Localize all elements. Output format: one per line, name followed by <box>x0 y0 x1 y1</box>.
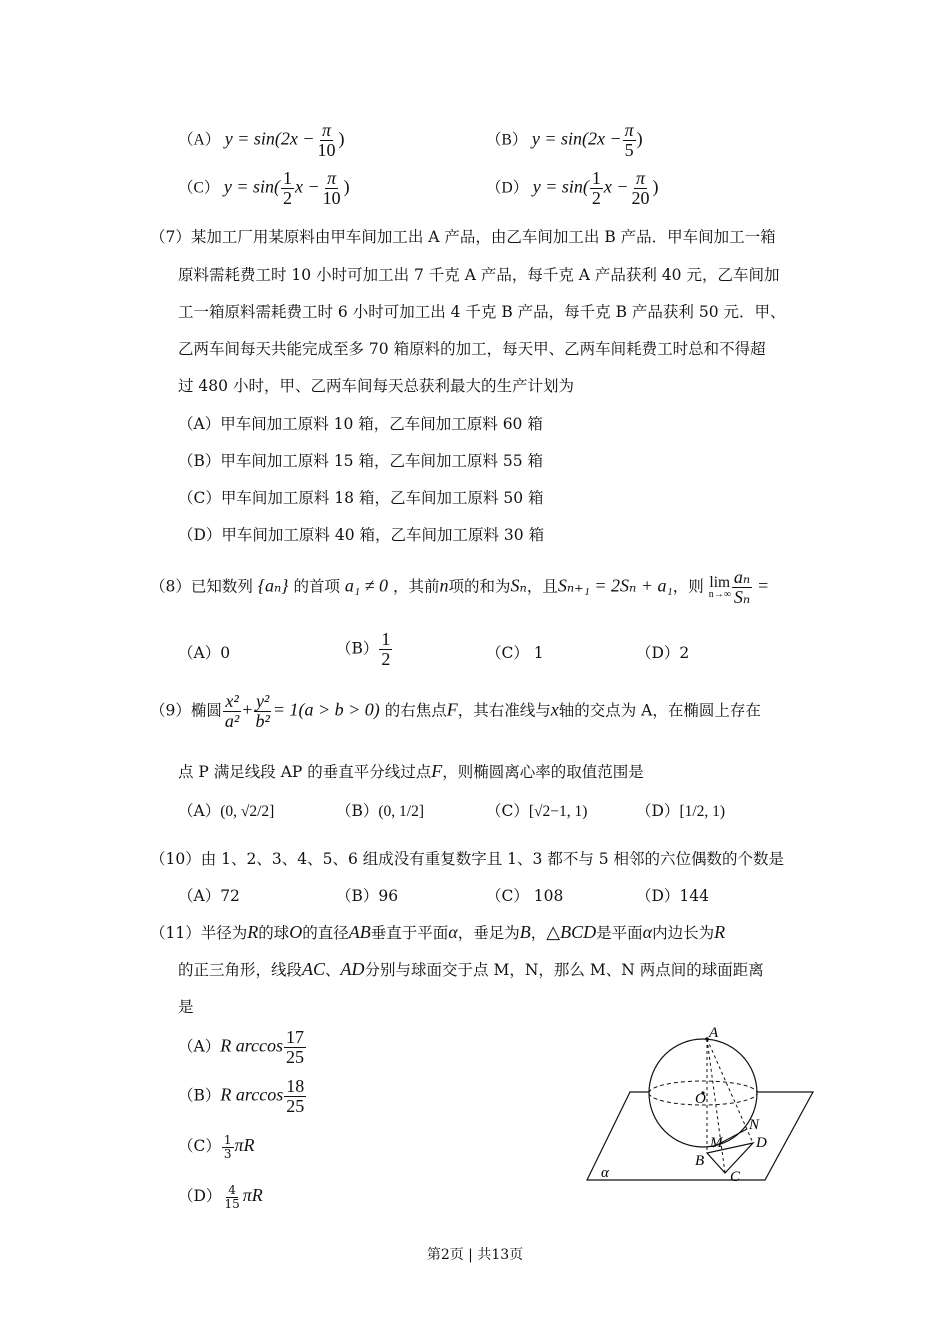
q11-figure <box>585 1025 815 1185</box>
q7-line-3: 工一箱原料需耗费工时 6 小时可加工出 4 千克 B 产品，每千克 B 产品获利 50 元．甲、 <box>178 303 786 321</box>
q11-option-a: （A）R arccos $\frac{17}{25}$ <box>178 1027 305 1067</box>
q11-option-c: （C） $\frac{1}{3}$ πR <box>178 1133 255 1161</box>
q8-option-c: （C） 1 <box>486 644 544 662</box>
q7-line-2: 原料需耗费工时 10 小时可加工出 7 千克 A 产品，每千克 A 产品获利 40 元，乙车间加 <box>178 266 780 284</box>
label-c: C <box>730 1169 741 1185</box>
page-footer: 第2页 | 共13页 <box>426 1247 524 1263</box>
q7-option-b: （B）甲车间加工原料 15 箱，乙车间加工原料 55 箱 <box>178 452 544 470</box>
q6-option-b: （B） y = sin(2x − $\frac{\pi}{5}$ ) <box>486 120 643 160</box>
q10-option-d: （D）144 <box>636 887 710 905</box>
q7-line-4: 乙两车间每天共能完成至多 70 箱原料的加工，每天甲、乙两车间耗费工时总和不得超 <box>178 340 766 358</box>
label-m: M <box>710 1135 723 1151</box>
q9-stem-line-2: 点 P 满足线段 AP 的垂直平分线过点F，则椭圆离心率的取值范围是 <box>178 761 644 781</box>
q9-option-a: （A）(0, √2/2] <box>178 802 275 820</box>
label-d: D <box>756 1135 767 1151</box>
q6-option-d: （D） y = sin( $\frac{1}{2}$ x − $\frac{\pi}{20}$ ) <box>486 168 659 208</box>
q9-option-b: （B）(0, 1/2] <box>336 802 425 820</box>
q10-option-c: （C） 108 <box>486 887 564 905</box>
q10-option-a: （A）72 <box>178 887 240 905</box>
q9-stem: （9）椭圆 $\frac{\text{x²}}{\text{a²}}$ + $\frac{\text{y²}}{\text{b²}}$ = 1(a > b > 0) 的右焦点F，其右准线与x轴的交点为 A，在椭圆上存在 <box>150 691 761 731</box>
q8-option-b: （B） $\frac{1}{2}$ <box>336 629 391 669</box>
q11-stem-line-3: 是 <box>178 998 194 1016</box>
label-alpha: α <box>601 1165 609 1181</box>
q9-option-c: （C）[√2−1, 1) <box>486 802 588 820</box>
q7-line-1: （7）某加工厂用某原料由甲车间加工出 A 产品，由乙车间加工出 B 产品．甲车间加工一箱 <box>150 228 776 246</box>
q7-option-d: （D）甲车间加工原料 40 箱，乙车间加工原料 30 箱 <box>178 526 545 544</box>
label-n: N <box>749 1117 760 1133</box>
q7-option-c: （C）甲车间加工原料 18 箱，乙车间加工原料 50 箱 <box>178 489 544 507</box>
q7-option-a: （A）甲车间加工原料 10 箱，乙车间加工原料 60 箱 <box>178 415 543 433</box>
q11-stem-line-2: 的正三角形，线段AC、AD分别与球面交于点 M，N，那么 M、N 两点间的球面距离 <box>178 959 764 979</box>
q6-option-a: （A） y = sin(2x − $\frac{\pi}{10}$ ) <box>178 120 345 160</box>
q11-stem: （11）半径为R的球O的直径AB垂直于平面α，垂足为B，△BCD是平面α内边长为R <box>150 922 726 942</box>
q8-option-d: （D）2 <box>636 644 690 662</box>
q11-option-b: （B）R arccos $\frac{18}{25}$ <box>178 1076 305 1116</box>
label-o: O <box>695 1091 706 1107</box>
q8-option-a: （A）0 <box>178 644 231 662</box>
q11-option-d: （D） $\frac{4}{15}$ πR <box>178 1183 263 1211</box>
q7-line-5: 过 480 小时，甲、乙两车间每天总获利最大的生产计划为 <box>178 377 574 395</box>
q6-option-c: （C） y = sin( $\frac{1}{2}$ x − $\frac{\pi}{10}$ ) <box>178 168 350 208</box>
label-a: A <box>709 1025 719 1041</box>
q10-option-b: （B）96 <box>336 887 399 905</box>
q8-stem: （8）已知数列 {aₙ} 的首项 a₁ ≠ 0 ，其前n项的和为Sₙ，且Sₙ₊₁ = 2Sₙ + a₁，则 lim n→∞ $\frac{\text{aₙ}}{\text{Sₙ}}$ = <box>150 567 769 607</box>
q9-option-d: （D）[1/2, 1) <box>636 802 726 820</box>
q10-stem: （10）由 1、2、3、4、5、6 组成没有重复数字且 1、3 都不与 5 相邻的六位偶数的个数是 <box>150 850 785 868</box>
label-b: B <box>695 1153 705 1169</box>
